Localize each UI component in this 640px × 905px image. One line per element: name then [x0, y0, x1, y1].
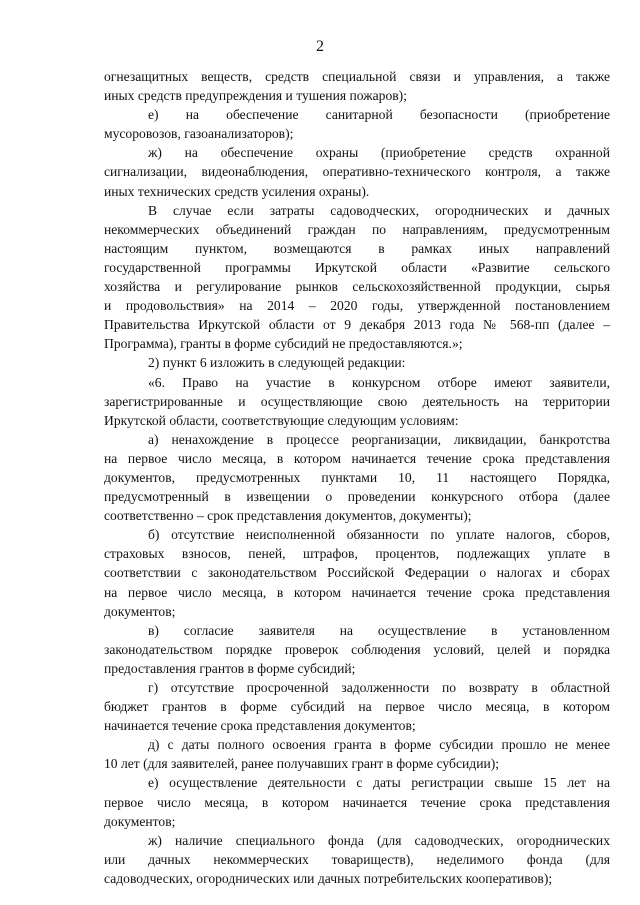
text-line: начинается течение срока представления документов; — [104, 718, 416, 734]
text-line: 10 лет (для заявителей, ранее получавших грант в форме субсидии); — [104, 756, 500, 772]
text-line: б) отсутствие неисполненной обязанности по уплате налогов, сборов, — [148, 527, 610, 543]
text-line: или дачных некоммерческих товариществ), неделимого фонда (для — [104, 851, 610, 867]
text-line: на первое число месяца, в котором начинается течение срока представления — [104, 584, 610, 600]
text-line: первое число месяца, в котором начинается течение срока представления — [104, 794, 610, 810]
document-body — [104, 67, 610, 888]
text-line: документов, предусмотренных пунктами 10, 11 настоящего Порядка, — [104, 469, 610, 485]
text-line: Программа), гранты в форме субсидий не предоставляются.»; — [104, 336, 463, 352]
text-line: соответственно – срок представления документов, документы); — [104, 508, 472, 524]
text-line: д) с даты полного освоения гранта в форме субсидии прошло не менее — [148, 737, 610, 753]
text-line: иных технических средств усиления охраны). — [104, 183, 370, 199]
text-line: «6. Право на участие в конкурсном отборе имеют заявители, — [148, 374, 610, 390]
text-line: а) ненахождение в процессе реорганизации, ликвидации, банкротства — [148, 431, 610, 447]
text-line: хозяйства и регулирование рынков сельскохозяйственной продукции, сырья — [104, 279, 610, 295]
text-line: огнезащитных веществ, средств специальной связи и управления, а также — [104, 69, 610, 84]
text-line: в) согласие заявителя на осуществление в установленном — [148, 622, 610, 638]
text-line: г) отсутствие просроченной задолженности по возврату в областной — [148, 680, 610, 695]
page-number: 2 — [316, 38, 324, 55]
text-line: документов; — [104, 603, 176, 619]
text-line: страховых взносов, пеней, штрафов, процентов, подлежащих уплате в — [104, 546, 610, 562]
text-line: Иркутской области, соответствующие следующим условиям: — [104, 412, 459, 428]
text-line: садоводческих, огороднических или дачных потребительских кооперативов); — [104, 870, 553, 886]
text-line: 2) пункт 6 изложить в следующей редакции: — [148, 355, 406, 371]
text-line: е) на обеспечение санитарной безопасности (приобретение — [148, 107, 610, 123]
text-line: бюджет грантов в форме субсидий на первое число месяца, в котором — [104, 699, 610, 715]
text-line: Правительства Иркутской области от 9 декабря 2013 года № 568-пп (далее – — [104, 317, 610, 333]
text-line: настоящим пунктом, возмещаются в рамках иных направлений — [104, 240, 610, 256]
text-line: предоставления грантов в форме субсидий; — [104, 660, 356, 676]
text-line: соответствии с законодательством Российской Федерации о налогах и сборах — [104, 565, 610, 581]
text-line: сигнализации, видеонаблюдения, оперативно-технического контроля, а также — [104, 164, 610, 180]
text-line: В случае если затраты садоводческих, огороднических и дачных — [148, 202, 610, 218]
text-line: мусоровозов, газоанализаторов); — [104, 126, 294, 142]
text-line: предусмотренный в извещении о проведении конкурсного отбора (далее — [104, 489, 610, 505]
text-line: ж) наличие специального фонда (для садоводческих, огороднических — [148, 832, 610, 848]
text-line: некоммерческих объединений граждан по направлениям, предусмотренным — [104, 221, 610, 237]
text-line: государственной программы Иркутской области «Развитие сельского — [104, 259, 610, 275]
text-line: документов; — [104, 813, 176, 829]
text-line: иных средств предупреждения и тушения пожаров); — [104, 88, 407, 104]
text-line: е) осуществление деятельности с даты регистрации свыше 15 лет на — [148, 775, 610, 791]
text-line: ж) на обеспечение охраны (приобретение средств охранной — [148, 145, 610, 161]
text-line: законодательством порядке проверок соблюдения условий, целей и порядка — [104, 641, 610, 657]
text-line: на первое число месяца, в котором начинается течение срока представления — [104, 450, 610, 466]
text-line: и продовольствия» на 2014 – 2020 годы, утвержденной постановлением — [104, 298, 610, 314]
text-line: зарегистрированные и осуществляющие свою деятельность на территории — [104, 393, 610, 409]
